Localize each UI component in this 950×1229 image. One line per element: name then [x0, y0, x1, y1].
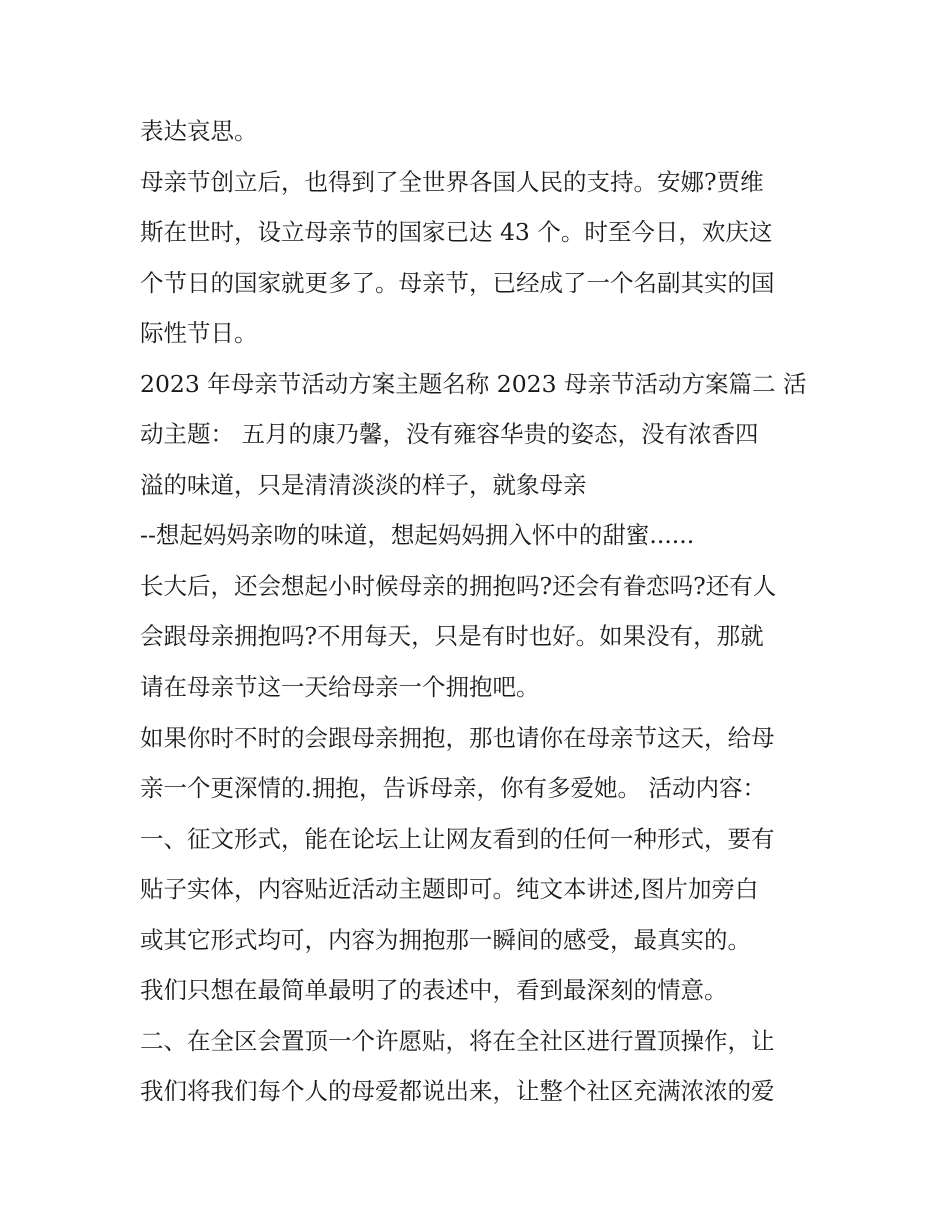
text-line: 斯在世时，设立母亲节的国家已达 43 个。时至今日，欢庆这 — [140, 218, 773, 246]
text-line: 际性节日。 — [140, 319, 258, 347]
text-line: 二、在全区会置顶一个许愿贴，将在全社区进行置顶操作，让 — [140, 1027, 775, 1055]
text-line: 我们将我们每个人的母爱都说出来，让整个社区充满浓浓的爱 — [140, 1077, 775, 1105]
text-line: 我们只想在最简单最明了的表述中，看到最深刻的情意。 — [140, 976, 728, 1004]
text-line: 请在母亲节这一天给母亲一个拥抱吧。 — [140, 673, 540, 701]
text-line: 长大后，还会想起小时候母亲的拥抱吗?还会有眷恋吗?还有人 — [140, 572, 777, 600]
text-line: 母亲节创立后，也得到了全世界各国人民的支持。安娜?贾维 — [140, 168, 764, 196]
text-line: 一、征文形式，能在论坛上让网友看到的任何一种形式，要有 — [140, 825, 775, 853]
text-line: 会跟母亲拥抱吗?不用每天，只是有时也好。如果没有，那就 — [140, 622, 764, 650]
text-line: 亲一个更深情的.拥抱，告诉母亲，你有多爱她。 活动内容： — [140, 774, 766, 802]
text-line: 贴子实体，内容贴近活动主题即可。纯文本讲述,图片加旁白 — [140, 875, 759, 903]
text-line: 如果你时不时的会跟母亲拥抱，那也请你在母亲节这天，给母 — [140, 724, 775, 752]
text-line: 或其它形式均可，内容为拥抱那一瞬间的感受，最真实的。 — [140, 926, 751, 954]
text-line: 溢的味道，只是清清淡淡的样子，就象母亲 — [140, 471, 587, 499]
text-line: 2023 年母亲节活动方案主题名称 2023 母亲节活动方案篇二 活 — [140, 370, 807, 398]
text-line: --想起妈妈亲吻的味道，想起妈妈拥入怀中的甜蜜...... — [140, 521, 695, 549]
text-line: 表达哀思。 — [140, 117, 258, 145]
text-line: 个节日的国家就更多了。母亲节，已经成了一个名副其实的国 — [140, 269, 775, 297]
text-line: 动主题： 五月的康乃馨，没有雍容华贵的姿态，没有浓香四 — [140, 420, 759, 448]
